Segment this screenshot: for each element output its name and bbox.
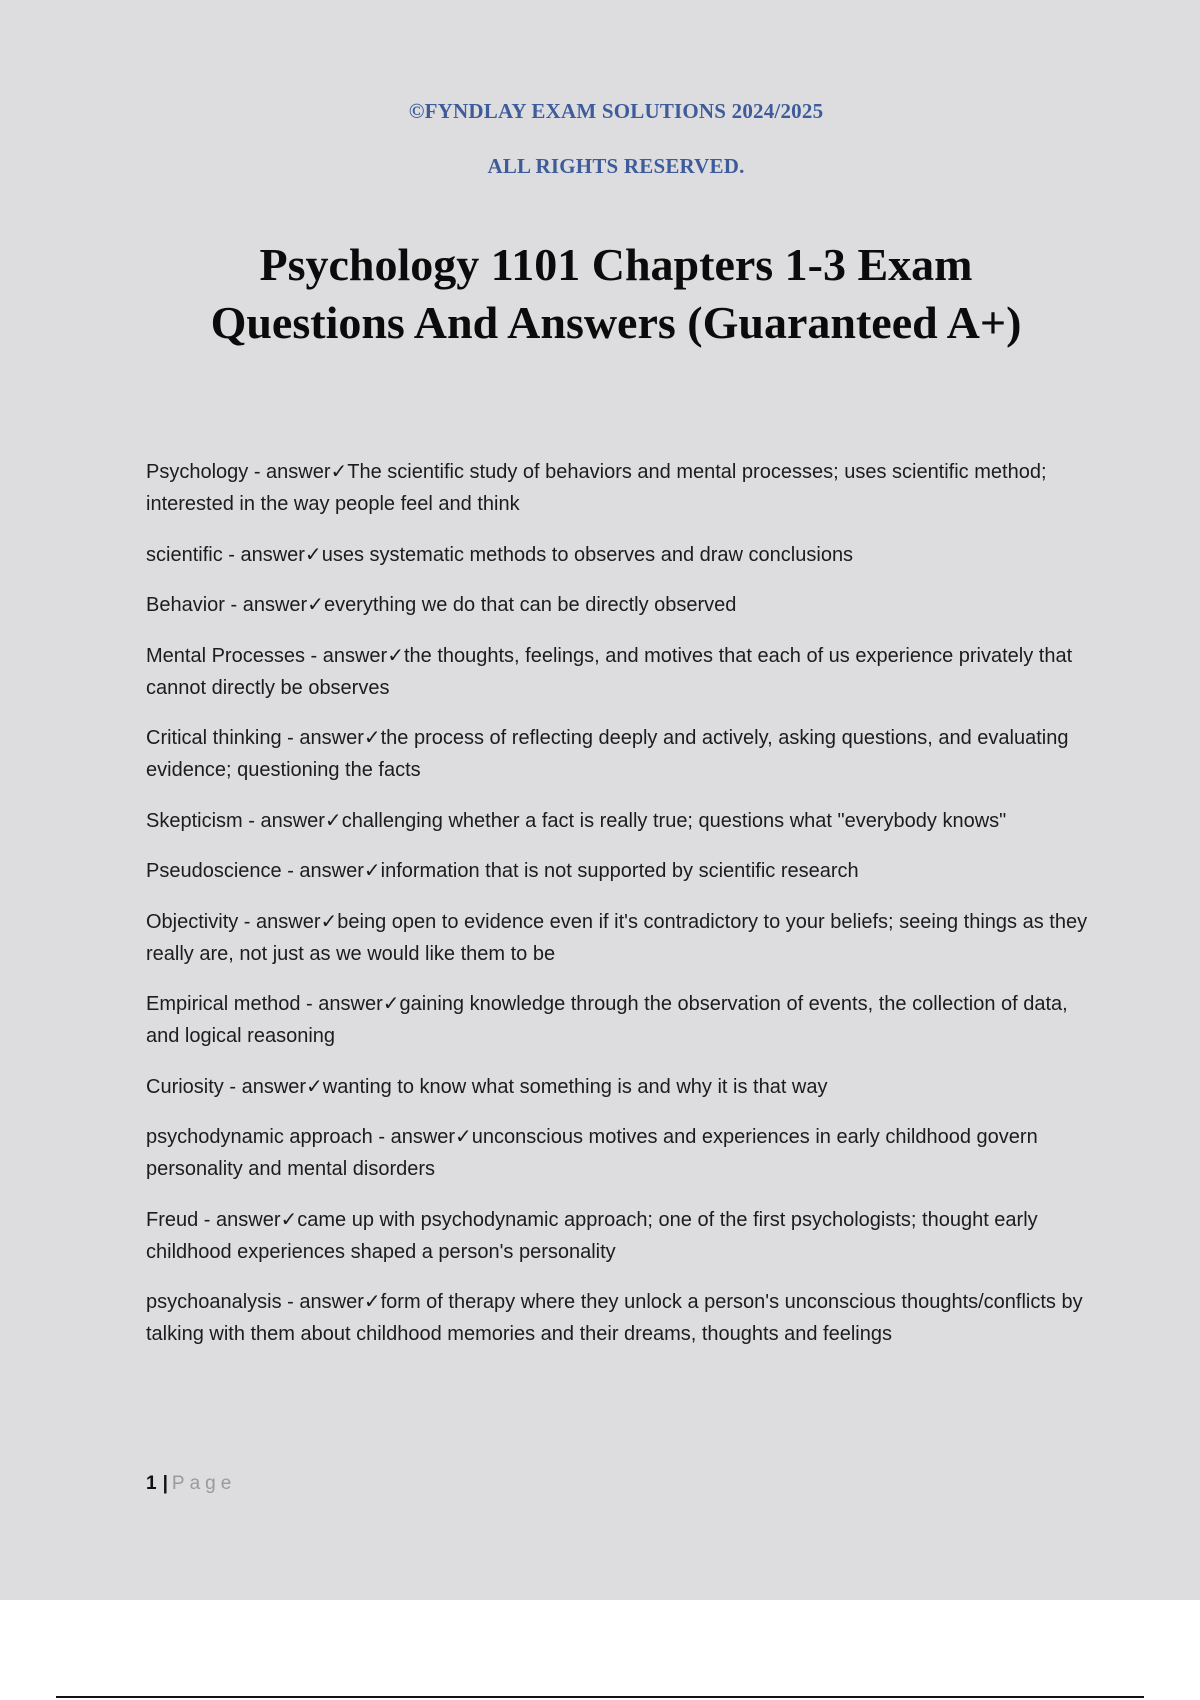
qa-item-skepticism: Skepticism - answer✓challenging whether a fact is really true; questions what "everybody knows" (146, 809, 1007, 832)
qa-item-mental-processes: Mental Processes - answer✓the thoughts, feelings, and motives that each of us experience privately that cannot directly be observes (146, 644, 1073, 699)
qa-item-freud: Freud - answer✓came up with psychodynamic approach; one of the first psychologists; thought early childhood experiences shaped a person's personality (146, 1208, 1038, 1263)
qa-item-scientific: scientific - answer✓uses systematic methods to observes and draw conclusions (146, 543, 854, 566)
qa-item-objectivity: Objectivity - answer✓being open to evidence even if it's contradictory to your beliefs; seeing things as they really are, not just as we would like them to be (146, 910, 1088, 965)
qa-list (146, 456, 1096, 1369)
qa-item-behavior: Behavior - answer✓everything we do that can be directly observed (146, 594, 737, 616)
qa-item-empirical-method: Empirical method - answer✓gaining knowledge through the observation of events, the collection of data, and logical reasoning (146, 993, 1068, 1047)
qa-item-psychology: Psychology - answer✓The scientific study of behaviors and mental processes; uses scientific method; interested in the way people feel and think (146, 461, 1047, 515)
qa-item-critical-thinking: Critical thinking - answer✓the process of reflecting deeply and actively, asking questions, and evaluating evidence; questioning the facts (146, 727, 1069, 781)
document-title (0, 236, 1200, 352)
rights-header: ALL RIGHTS RESERVED. (487, 154, 745, 178)
page-label: Page (171, 1473, 237, 1494)
qa-item-psychodynamic-approach: psychodynamic approach - answer✓unconscious motives and experiences in early childhood govern personality and mental disorders (146, 1126, 1038, 1180)
copyright-header: ©FYNDLAY EXAM SOLUTIONS 2024/2025 (408, 99, 824, 123)
page-footer (146, 1473, 236, 1495)
page-number: 1 (146, 1473, 157, 1494)
page-separator: | (162, 1473, 168, 1494)
next-page-rule (56, 1696, 1144, 1698)
title-line-1: Psychology 1101 Chapters 1-3 Exam (259, 239, 973, 290)
qa-item-pseudoscience: Pseudoscience - answer✓information that is not supported by scientific research (146, 860, 859, 882)
title-line-2: Questions And Answers (Guaranteed A+) (210, 297, 1022, 348)
qa-item-psychoanalysis: psychoanalysis - answer✓form of therapy where they unlock a person's unconscious thoughts/conflicts by talking with them about childhood memories and their dreams, thoughts and feelings (146, 1291, 1083, 1345)
qa-item-curiosity: Curiosity - answer✓wanting to know what something is and why it is that way (146, 1075, 828, 1098)
